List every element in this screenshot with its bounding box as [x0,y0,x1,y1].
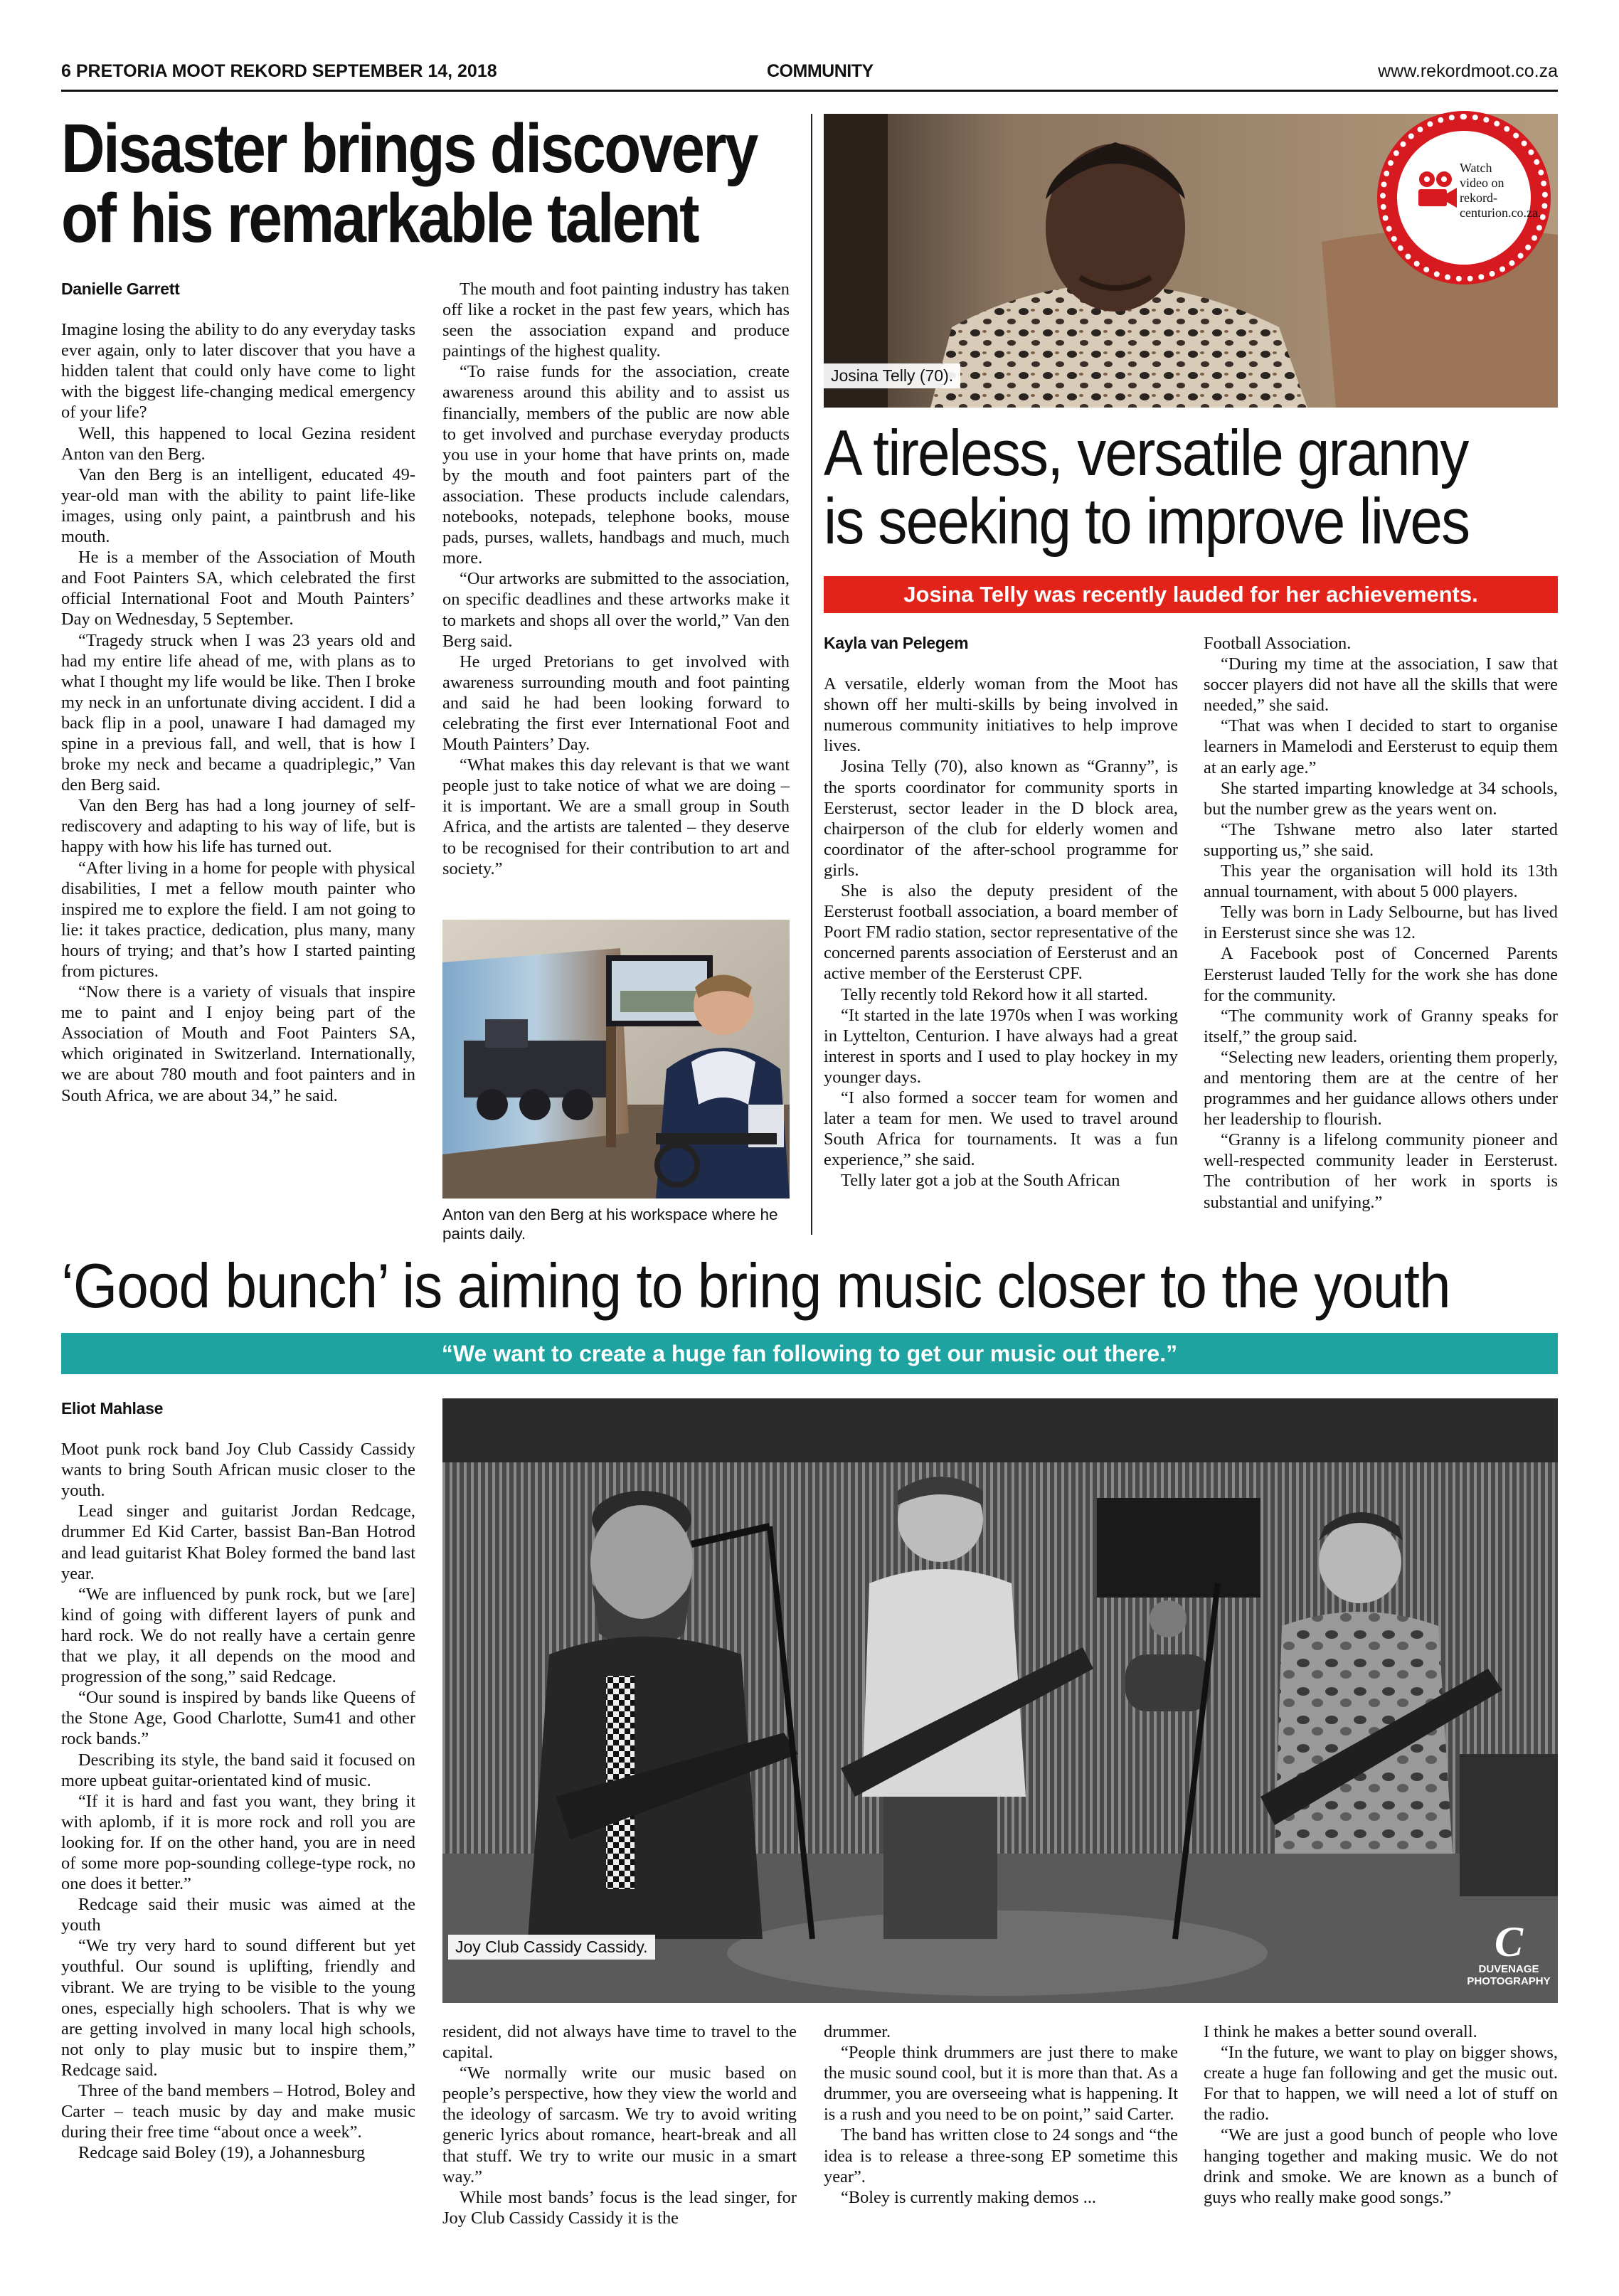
paragraph: I think he makes a better sound overall. [1204,2022,1477,2041]
paragraph: “To raise funds for the association, create awareness around this ability and to assist us financially, members of the public are now able to get involved and purchase everyday products you use in your home that have prints on, made by the mouth and foot painters part of the association. These products include calendars, notebooks, notepads, telephone books, mouse pads, purses, wallets, handbags and much, much more. [442,362,790,568]
badge-text: Watch video on rekord-centurion.co.za. [1460,161,1541,220]
paragraph: “It started in the late 1970s when I was working in Lyttelton, Centurion. I have always had a great interest in sports and I used to play hockey in my younger days. [824,1005,1178,1087]
article1-column-1 [61,279,415,1106]
anton-workspace-photo [442,920,790,1199]
paragraph: “Tragedy struck when I was 23 years old and had my entire life ahead of me, with plans as to what I thought my life would be like. Then I broke my neck in an unfortunate diving accident. I did a back flip in a pool, unaware I had damaged my spine in a previous fall, and well, that is how I broke my neck and became a quadriplegic,” Van den Berg said. [61,630,415,795]
video-camera-icon [1416,169,1458,212]
paragraph: “That was when I decided to start to organise learners in Mamelodi and Eersterust to equip them at an early age.” [1204,716,1558,777]
paragraph: Football Association. [1204,634,1352,653]
paragraph: He urged Pretorians to get involved with awareness surrounding mouth and foot painting and said he had been looking forward to celebrating the first ever International Foot and Mouth Painters’ Day. [442,652,790,755]
paragraph: “People think drummers are just there to make the music sound cool, but it is more than that. As a drummer, you are overseeing what is happening. It is a rush and you need to be on point,” said Carter. [824,2043,1178,2125]
paragraph: “Granny is a lifelong community pioneer and well-respected community leader in Eersterust. The contribution of her work in sports is substantial and unifying.” [1204,1130,1558,1212]
paragraph: Well, this happened to local Gezina resident Anton van den Berg. [61,423,415,464]
article3-column-4 [1204,2021,1558,2208]
paragraph: “In the future, we want to play on bigger shows, create a huge fan following and get the music out. For that to happen, we will need a lot of stuff on the radio. [1204,2043,1558,2125]
paragraph: “The community work of Granny speaks for itself,” the group said. [1204,1006,1558,1046]
paragraph: “After living in a home for people with physical disabilities, I met a fellow mouth painter who inspired me to explore the field. I am not going to lie: it takes practice, dedication, plus many, many hours of trying; and that’s how I started painting from pictures. [61,858,415,981]
band-photo-caption: Joy Club Cassidy Cassidy. [448,1935,655,1960]
paragraph: The band has written close to 24 songs and “the idea is to release a three-song EP sometime this year”. [824,2125,1178,2186]
header-rule [61,90,1558,92]
paragraph: A Facebook post of Concerned Parents Eersterust lauded Telly for the work she has done for the community. [1204,944,1558,1005]
article3-subhead-bar: “We want to create a huge fan following to get our music out there.” [61,1333,1558,1374]
paragraph: He is a member of the Association of Mouth and Foot Painters SA, which celebrated the first official International Foot and Mouth Painters’ Day on Wednesday, 5 September. [61,548,415,629]
article3-column-2 [442,2021,797,2228]
paragraph: While most bands’ focus is the lead singer, for Joy Club Cassidy Cassidy it is the [442,2187,797,2228]
paragraph: “During my time at the association, I saw that soccer players did not have all the skills that were needed,” she said. [1204,654,1558,716]
band-photo-illustration [442,1398,1558,2003]
paragraph: “Boley is currently making demos ... [841,2187,1097,2207]
paragraph: Josina Telly (70), also known as “Granny”, is the sports coordinator for community sports in Eersterust, sector leader in the D block area, chairperson of the club for elderly women and coordinator of the after-school programme for girls. [824,757,1178,880]
paragraph: “Our sound is inspired by bands like Queens of the Stone Age, Good Charlotte, Sum41 and other rock bands.” [61,1688,415,1749]
paragraph: Imagine losing the ability to do any everyday tasks ever again, only to later discover that you have a hidden talent that could only have come to light with the biggest life-changing medical emergency of your life? [61,320,415,422]
band-photo [442,1398,1558,2003]
article3-byline: Eliot Mahlase [61,1399,164,1418]
paragraph: resident, did not always have time to travel to the capital. [442,2022,797,2063]
anton-photo-caption: Anton van den Berg at his workspace where he paints daily. [442,1206,778,1243]
article2-column-2 [1204,633,1558,1213]
paragraph: “If it is hard and fast you want, they bring it with aplomb, if it is more rock and roll you are looking for. If on the other hand, you are in need of some more pop-sounding college-type rock, no one does it better.” [61,1791,415,1894]
page-info: 6 PRETORIA MOOT REKORD SEPTEMBER 14, 2018 [61,61,497,81]
paragraph: Describing its style, the band said it focused on more upbeat guitar-orientated kind of music. [61,1750,415,1790]
paragraph: “We are influenced by punk rock, but we [are] kind of going with different layers of punk and hard rock. We do not really have a certain genre that we play, it all depends on the mood and progression of the song,” said Redcage. [61,1584,415,1687]
section-name: COMMUNITY [767,61,874,81]
article2-column-1 [824,633,1178,1191]
article2-subhead-bar: Josina Telly was recently lauded for her achievements. [824,576,1558,613]
paragraph: “What makes this day relevant is that we want people just to take notice of what we are doing – it is important. We are a small group in South Africa, and the artists are talented – they deserve to be recognised for their contribution to art and society.” [442,755,790,878]
paragraph: “We try very hard to sound different but yet youthful. Our sound is uplifting, friendly and vibrant. We are trying to be visible to the young ones, especially high schoolers. That is why we are getting involved in many local high schools, not only to play music but to inspire them,” Redcage said. [61,1936,415,2080]
paragraph: This year the organisation will hold its 13th annual tournament, with about 5 000 players. [1204,861,1558,902]
article1-byline: Danielle Garrett [61,280,180,298]
paragraph: “Now there is a variety of visuals that inspire me to paint and I enjoy being part of the Association of Mouth and Foot Painters SA, which originated in Switzerland. Internationally, we are about 780 mouth and foot painters and in South Africa, we are about 34,” he said. [61,982,415,1105]
article2-byline: Kayla van Pelegem [824,634,969,652]
website-url[interactable]: www.rekordmoot.co.za [1378,61,1558,81]
paragraph: Telly recently told Rekord how it all started. [841,984,1148,1004]
josina-photo-caption: Josina Telly (70). [824,363,960,388]
credit-logo-glyph: C [1494,1918,1524,1965]
paragraph: Three of the band members – Hotrod, Boley and Carter – teach music by day and make music during their free time “about once a week”. [61,2081,415,2142]
anton-photo-illustration [442,920,790,1199]
paragraph: Telly was born in Lady Selbourne, but has lived in Eersterust since she was 12. [1204,903,1558,943]
article1-column-2 [442,279,790,879]
article2-headline: A tireless, versatile granny is seeking to improve lives [824,418,1470,558]
watch-video-badge[interactable] [1380,114,1548,282]
paragraph: Redcage said their music was aimed at the youth [61,1895,415,1935]
paragraph: Lead singer and guitarist Jordan Redcage, drummer Ed Kid Carter, bassist Ban-Ban Hotrod and lead guitarist Khat Boley formed the band last year. [61,1502,415,1583]
column-divider [811,114,812,1235]
paragraph: The mouth and foot painting industry has taken off like a rocket in the past few years, which has seen the association expand and produce paintings of the highest quality. [442,280,790,361]
paragraph: drummer. [824,2022,891,2041]
paragraph: She started imparting knowledge at 34 schools, but the number grew as the years went on. [1204,778,1558,819]
article1-headline: Disaster brings discovery of his remarkable talent [61,110,757,257]
paragraph: “The Tshwane metro also later started supporting us,” she said. [1204,819,1558,860]
paragraph: Moot punk rock band Joy Club Cassidy Cassidy wants to bring South African music closer to the youth. [61,1440,415,1501]
paragraph: “I also formed a soccer team for women and later a team for men. We used to travel around South Africa for tournaments. It was a fun experience,” she said. [824,1088,1178,1170]
article3-column-1 [61,1398,415,2163]
paragraph: “We normally write our music based on people’s perspective, how they view the world and the ideology of sarcasm. We try to avoid writing generic lyrics about romance, heart-break and all that stuff. We try to write our music in a smart way.” [442,2063,797,2186]
paragraph: “We are just a good bunch of people who love hanging together and making music. We do not drink and smoke. We are known as a bunch of guys who really make good songs.” [1204,2125,1558,2207]
paragraph: Van den Berg has had a long journey of self-rediscovery and adapting to his way of life, but is happy with how his life has turned out. [61,796,415,857]
paragraph: Van den Berg is an intelligent, educated 49-year-old man with the ability to paint life-like images, using only paint, a paintbrush and his mouth. [61,464,415,547]
paragraph: Telly later got a job at the South African [841,1171,1120,1191]
paragraph: “Our artworks are submitted to the association, on specific deadlines and these artworks make it to markets and shops all over the world,” Van den Berg said. [442,569,790,651]
paragraph: Redcage said Boley (19), a Johannesburg [78,2143,366,2163]
paragraph: She is also the deputy president of the Eersterust football association, a board member of Poort FM radio station, sector representative of the concerned parents association of Eersterust and an active member of the Eersterust CPF. [824,881,1178,984]
article3-column-3 [824,2021,1178,2208]
photo-credit-logo: C DUVENAGE PHOTOGRAPHY [1465,1920,1552,1997]
paragraph: “Selecting new leaders, orienting them properly, and mentoring them are at the centre of her programmes and her guidance allows others under her leadership to flourish. [1204,1047,1558,1130]
paragraph: A versatile, elderly woman from the Moot has shown off her multi-skills by being involved in numerous community initiatives to help improve lives. [824,674,1178,756]
article3-headline: ‘Good bunch’ is aiming to bring music closer to the youth [61,1250,1450,1321]
